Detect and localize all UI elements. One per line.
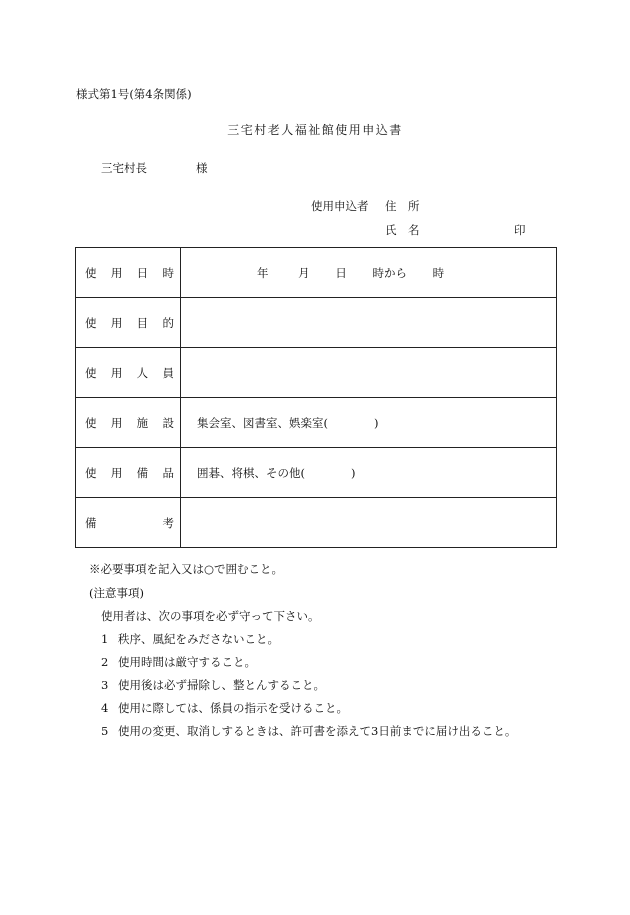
label-char: 使: [85, 315, 97, 330]
rule-number: 3: [101, 678, 109, 692]
table-row-usage-equipment: [76, 448, 557, 498]
required-note: ※必要事項を記入又は○で囲むこと。: [89, 562, 284, 576]
rule-number: 5: [101, 724, 109, 738]
value-usage-purpose[interactable]: [181, 298, 557, 348]
notes-heading: (注意事項): [89, 586, 144, 600]
seal-mark: 印: [514, 223, 526, 237]
rule-item: [101, 723, 516, 739]
table-row-usage-datetime: [76, 248, 557, 298]
rule-number: 2: [101, 655, 109, 669]
usage-table: [75, 247, 557, 548]
label-usage-datetime: [76, 248, 181, 298]
applicant-label: 使用申込者: [311, 199, 369, 213]
datetime-to: 時: [432, 265, 445, 280]
value-usage-datetime[interactable]: [181, 248, 557, 298]
rule-number: 4: [101, 701, 109, 715]
label-char: 用: [110, 365, 123, 380]
label-char: 使: [85, 465, 97, 480]
label-char: 品: [162, 465, 174, 480]
rule-text: 使用時間は厳守すること。: [118, 655, 256, 669]
label-char: 使: [85, 365, 97, 380]
label-char: 日: [136, 265, 149, 280]
rule-text: 使用に際しては、係員の指示を受けること。: [118, 701, 348, 715]
document-title: 三宅村老人福祉館使用申込書: [227, 123, 403, 137]
datetime-month: 月: [298, 265, 310, 280]
label-char: 備: [85, 515, 97, 530]
addressee-honorific: 様: [196, 161, 208, 175]
label-char: 設: [162, 415, 174, 430]
label-char: 目: [136, 315, 149, 330]
value-usage-attendees[interactable]: [181, 348, 557, 398]
label-char: 考: [162, 515, 174, 530]
value-usage-facility[interactable]: 集会室、図書室、娯楽室( ): [181, 398, 557, 448]
label-char: 備: [136, 465, 149, 480]
label-remarks: [76, 498, 181, 548]
table-row-usage-attendees: [76, 348, 557, 398]
rule-number: 1: [101, 632, 109, 646]
rule-item: [101, 631, 279, 647]
rule-item: [101, 700, 348, 716]
label-char: 使: [85, 265, 97, 280]
label-usage-facility: [76, 398, 181, 448]
rule-text: 使用後は必ず掃除し、整とんすること。: [118, 678, 325, 692]
value-usage-equipment[interactable]: 囲碁、将棋、その他( ): [181, 448, 557, 498]
address-label: 住 所: [385, 199, 420, 213]
form-number: 様式第1号(第4条関係): [76, 87, 192, 101]
rule-item: [101, 677, 325, 693]
label-char: 用: [110, 465, 123, 480]
label-char: 用: [110, 265, 123, 280]
rule-text: 使用の変更、取消しするときは、許可書を添えて3日前までに届け出ること。: [118, 724, 517, 738]
name-label: 氏 名: [385, 223, 420, 237]
label-char: 時: [162, 265, 174, 280]
label-char: 員: [162, 365, 174, 380]
label-char: 用: [110, 315, 123, 330]
rule-text: 秩序、風紀をみださないこと。: [118, 632, 279, 646]
label-char: 使: [85, 415, 97, 430]
value-remarks[interactable]: [181, 498, 557, 548]
table-row-usage-purpose: [76, 298, 557, 348]
rule-item: [101, 654, 256, 670]
label-char: 的: [162, 315, 174, 330]
label-usage-purpose: [76, 298, 181, 348]
table-row-remarks: [76, 498, 557, 548]
datetime-from: 時から: [372, 265, 407, 280]
notes-intro: 使用者は、次の事項を必ず守って下さい。: [101, 609, 320, 623]
addressee-name: 三宅村長: [101, 161, 147, 175]
datetime-year: 年: [257, 265, 269, 280]
table-row-usage-facility: [76, 398, 557, 448]
label-char: 用: [110, 415, 123, 430]
label-char: 施: [136, 415, 149, 430]
datetime-day: 日: [335, 265, 347, 280]
label-char: 人: [136, 365, 149, 380]
label-usage-equipment: [76, 448, 181, 498]
label-usage-attendees: [76, 348, 181, 398]
